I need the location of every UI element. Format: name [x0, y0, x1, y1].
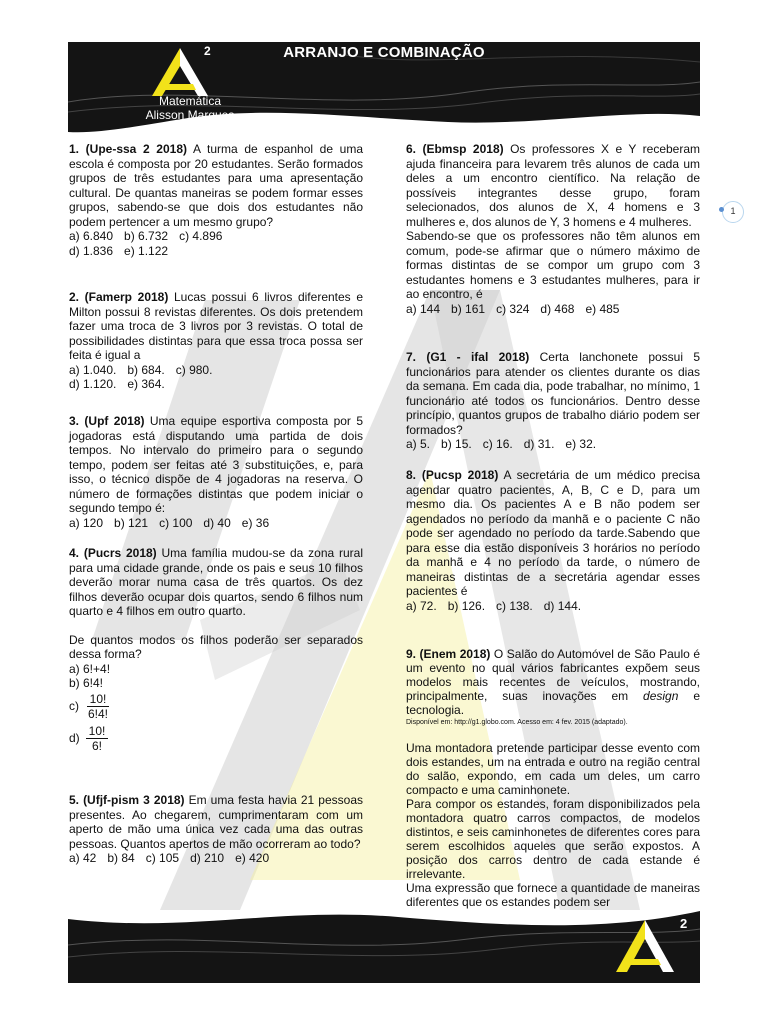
question-text: A secretária de um médico precisa agendar quatro pacientes, A, B, C e D, para um mesmo dia. Os pacientes A e B não podem ser agendados no período da manhã e o paciente C não pode ser agendado no período da tarde.Sabendo que para esse dia estão disponíveis 3 horários no período da manhã e 4 no período da tarde, o número de maneiras distintas de a secretária agendar esses pacientes é [406, 468, 700, 598]
question-source: 1. (Upe-ssa 2 2018) [69, 142, 188, 156]
option-e: e) 36 [241, 515, 270, 530]
question-source: 3. (Upf 2018) [69, 414, 145, 428]
option-c: c) 138. [496, 598, 533, 613]
question-text: Uma família mudou-se da zona rural para uma cidade grande, onde os pais e seus 10 filhos deverão morar numa casa de três quartos. Os dez filhos deverão ocupar dois quartos, sendo 6 filhos num quarto e 4 filhos em outro quarto. [69, 546, 364, 618]
fraction-denominator: 6!4! [88, 707, 109, 721]
option-c: c) 100 [159, 515, 193, 530]
question-text-2: De quantos modos os filhos poderão ser separados dessa forma? [69, 632, 363, 661]
option-a: a) 144 [406, 301, 441, 316]
question-source: 4. (Pucrs 2018) [69, 546, 157, 560]
question-source: 5. (Ufjf-pism 3 2018) [69, 793, 185, 807]
question-2 [69, 290, 363, 392]
logo-line-2: Alisson Marques [145, 108, 235, 122]
question-text: A turma de espanhol de uma escola é composta por 20 estudantes. Serão formados grupos de três estudantes para uma apresentação cultural. De quantas maneiras se podem formar esses grupos, sabendo-se que dois dos estudantes não podem pertencer a um mesmo grupo? [69, 142, 364, 229]
question-4 [69, 546, 363, 755]
question-7 [406, 350, 700, 452]
option-c: c) 980. [175, 362, 213, 377]
option-b: b) 684. [127, 362, 165, 377]
page-marker-dot [719, 207, 724, 212]
page-title: ARRANJO E COMBINAÇÃO [283, 44, 485, 61]
option-e: e) 485 [585, 301, 620, 316]
option-a: a) 6!+4! [69, 661, 111, 676]
question-9 [406, 647, 700, 909]
question-text: Os professores X e Y receberam ajuda financeira para levarem três alunos de cada um deles a um encontro científico. Na relação de possíveis integrantes desse grupo, foram selecionados, dos alunos de X, 4 homens e 3 mulheres e, dos alunos de Y, 3 homens e 4 mulheres. [406, 142, 701, 229]
option-label: c) [69, 699, 79, 714]
option-c: c) 105 [145, 851, 180, 865]
fraction [86, 724, 109, 753]
paragraph: Uma expressão que fornece a quantidade de maneiras diferentes que os estandes podem ser [406, 881, 700, 909]
footer-logo-superscript: 2 [680, 916, 688, 931]
question-source: 2. (Famerp 2018) [69, 290, 169, 304]
option-e: e) 32. [565, 437, 597, 451]
question-3 [69, 414, 363, 530]
question-text: Em uma festa havia 21 pessoas presentes. Ao chegarem, cumprimentaram com um aperto de mão uma única vez cada uma das outras pessoas. Quantos apertos de mão ocorreram ao todo? [69, 793, 363, 851]
footer-logo-icon [612, 918, 678, 976]
option-c: c) 324 [496, 301, 530, 316]
logo-superscript: 2 [204, 44, 211, 58]
question-source: 6. (Ebmsp 2018) [406, 142, 504, 156]
option-d: d) 210 [190, 851, 225, 865]
question-source: 8. (Pucsp 2018) [406, 468, 499, 482]
option-b: b) 15. [441, 437, 472, 451]
option-d: d) 1.836 [69, 243, 114, 258]
fraction [85, 692, 111, 721]
question-8 [406, 468, 700, 613]
question-text-after: e tecnologia. [406, 689, 700, 717]
question-text: Uma equipe esportiva composta por 5 jogadoras está disputando uma partida de dois tempos. No intervalo do primeiro para o segundo tempo, podem ser feitas até 3 substituições, e, para isso, o técnico dispõe de 4 jogadoras na reserva. O número de formações distintas que podem iniciar o segundo tempo é: [69, 414, 363, 515]
question-text: Lucas possui 6 livros diferentes e Milton possui 8 revistas diferentes. Os dois pretendem fazer uma troca de 3 livros por 3 revistas. O total de possibilidades distintas para que essa troca possa ser feita é igual a [69, 290, 363, 362]
footer-banner [68, 905, 700, 983]
question-1 [69, 142, 363, 258]
option-b: b) 121 [114, 515, 149, 530]
option-b: b) 126. [447, 598, 486, 613]
fraction-denominator: 6! [92, 739, 103, 753]
option-d [69, 723, 363, 755]
question-6 [406, 142, 700, 316]
paragraph: Uma montadora pretende participar desse evento com dois estandes, um na entrada e outro na região central do salão, expondo, em cada um deles, um carro compacto e uma caminhonete. [406, 741, 700, 797]
logo-icon [148, 46, 212, 100]
option-a: a) 6.840 [69, 229, 114, 243]
option-b: b) 6!4! [69, 676, 104, 690]
option-a: a) 5. [406, 437, 431, 451]
question-text: O Salão do Automóvel de São Paulo é um evento no qual vários fabricantes expõem seus modelos mais recentes de veículos, mostrando, principalmente, suas inovações em [406, 647, 700, 703]
question-source: 9. (Enem 2018) [406, 647, 491, 661]
option-d: d) 31. [523, 437, 555, 451]
option-d: d) 144. [543, 598, 582, 613]
option-d: d) 468 [540, 301, 575, 316]
option-c [69, 691, 363, 723]
option-c: c) 16. [482, 437, 513, 451]
page-number: 1 [722, 201, 744, 223]
option-b: b) 6.732 [124, 229, 169, 243]
option-e: e) 1.122 [124, 243, 169, 258]
option-a: a) 1.040. [69, 362, 117, 377]
option-a: a) 42 [69, 851, 97, 865]
question-text: Certa lanchonete possui 5 funcionários para atender os clientes durante os dias da semana. Em cada dia, pode trabalhar, no mínimo, 1 funcionário até todos os funcionários. Dentro desse princípio, quantos grupos de trabalho diário podem ser formados? [406, 350, 700, 437]
question-source: 7. (G1 - ifal 2018) [406, 350, 530, 364]
option-d: d) 40 [203, 515, 231, 530]
option-b: b) 84 [107, 851, 135, 865]
paragraph: Para compor os estandes, foram disponibilizados pela montadora quatro carros compactos, de modelos distintos, e seis caminhonetes de diferentes cores para serem escolhidos aqueles que serão expostos. A posição dos carros dentro de cada estande é irrelevante. [406, 797, 700, 881]
option-a: a) 120 [69, 515, 104, 530]
option-e: e) 420 [235, 851, 270, 865]
citation: Disponível em: http://g1.globo.com. Acesso em: 4 fev. 2015 (adaptado). [406, 719, 628, 726]
option-c: c) 4.896 [179, 229, 223, 243]
fraction-numerator: 10! [86, 724, 109, 739]
option-e: e) 364. [127, 377, 165, 391]
fraction-numerator: 10! [87, 692, 110, 707]
option-d: d) 1.120. [69, 377, 117, 391]
option-label: d) [69, 731, 80, 746]
logo-line-1: Matemática [158, 94, 222, 108]
question-text-2: Sabendo-se que os professores não têm alunos em comum, pode-se afirmar que o número máximo de formas distintas de se compor um grupo com 3 estudantes homens e 3 estudantes mulheres, para ir ao encontro, é [406, 229, 700, 301]
option-a: a) 72. [406, 598, 437, 613]
option-b: b) 161 [451, 301, 486, 316]
question-text-italic: design [643, 689, 679, 703]
question-5 [69, 793, 363, 866]
